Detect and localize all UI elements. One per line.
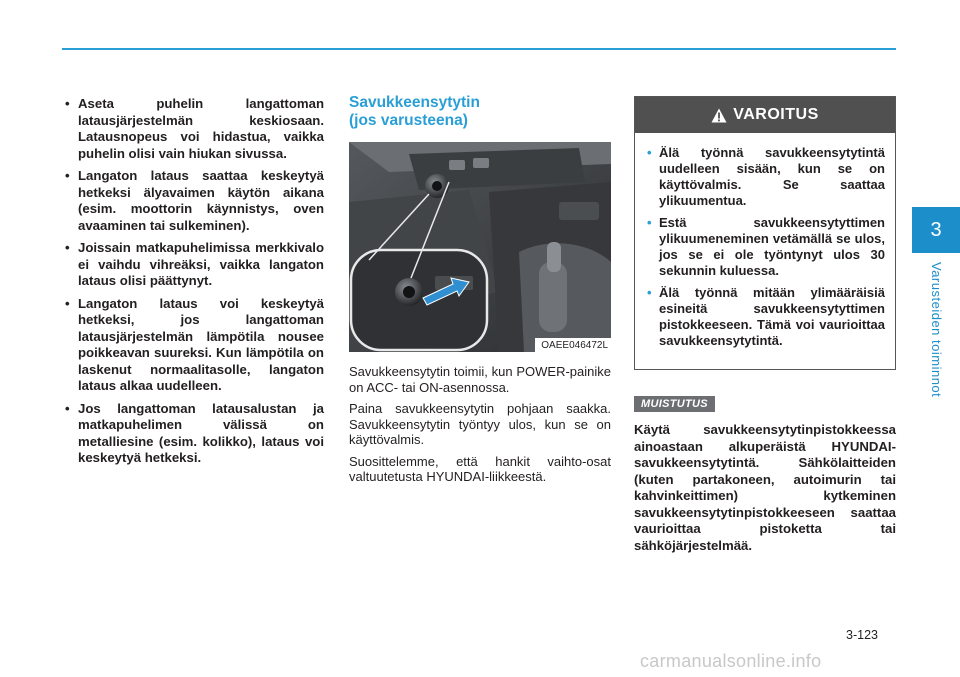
watermark: carmanualsonline.info (640, 651, 822, 671)
paragraph: Savukkeensytytin toimii, kun POWER-painike on ACC- tai ON-asennossa. (349, 364, 611, 395)
note-label: MUISTUTUS (634, 396, 715, 412)
list-item: • Estä savukkeensytyttimen ylikuumeneminen vetämällä se ulos, jos se ei ole työntynyt ulos 30 sekunnin kuluessa. (647, 215, 885, 279)
header-rule (62, 48, 896, 50)
wireless-charging-notes (62, 96, 324, 467)
column-3 (634, 96, 896, 554)
list-item: • Joissain matkapuhelimissa merkkivalo ei vaihdu vihreäksi, vaikka langaton lataus olisi päättynyt. (62, 240, 324, 290)
column-2 (349, 94, 611, 491)
list-item: • Jos langattoman latausalustan ja matkapuhelimen välissä on metalliesine (esim. kolikko), lataus voi keskeytyä hetkeksi. (62, 401, 324, 467)
page-number: 3-123 (846, 628, 878, 642)
chapter-number: 3 (930, 219, 942, 241)
warning-title: VAROITUS (733, 106, 819, 123)
list-item: • Langaton lataus voi keskeytyä hetkeksi, jos langattoman latausjärjestelmän lämpötila nousee poikkeavan suureksi. Kun lämpötila on laskenut normaalitasolle, langaton lataus alkaa uudelleen. (62, 296, 324, 395)
chapter-tab (912, 207, 960, 253)
column-1 (62, 96, 324, 473)
list-item: • Aseta puhelin langattoman latausjärjestelmän keskiosaan. Latausnopeus voi hidastua, vaikka puhelin olisi vain hiukan sivussa. (62, 96, 324, 162)
warning-list (635, 133, 895, 369)
lighter-description (349, 364, 611, 485)
section-title (349, 94, 611, 130)
paragraph: Suosittelemme, että hankit vaihto-osat valtuutetusta HYUNDAI-liikkeestä. (349, 453, 611, 484)
warning-header (635, 97, 895, 133)
section-title-line2: (jos varusteena) (349, 112, 468, 129)
paragraph: Paina savukkeensytytin pohjaan saakka. Savukkeensytytin työntyy ulos, kun se on käyttövalmis. (349, 401, 611, 447)
note-text: Käytä savukkeensytytinpistokkeessa ainoastaan alkuperäistä HYUNDAI-savukkeensytytintä. Sähkölaitteiden (kuten partakoneen, autoimurin tai kahvinkeittimen) kytkeminen savukkeensytytinpistokkeeseen saattaa vaurioittaa pistoketta tai sähköjärjestelmää. (634, 422, 896, 553)
section-title-line1: Savukkeensytytin (349, 94, 480, 111)
figure-code: OAEE046472L (535, 338, 611, 352)
cigarette-lighter-figure (349, 142, 611, 352)
list-item: • Älä työnnä savukkeensytytintä uudelleen sisään, kun se on käyttövalmis. Se saattaa ylikuumentua. (647, 145, 885, 209)
console-illustration (349, 142, 611, 352)
list-item: • Älä työnnä mitään ylimääräisiä esineitä savukkeensytyttimen pistokkeeseen. Tämä voi vaurioittaa savukkeensytytintä. (647, 285, 885, 349)
chapter-title: Varusteiden toiminnot (929, 262, 944, 398)
list-item: • Langaton lataus saattaa keskeytyä hetkeksi älyavaimen käytön aikana (esim. moottorin käynnistys, oven avaaminen tai sulkeminen). (62, 168, 324, 234)
warning-triangle-icon (711, 108, 727, 123)
warning-box (634, 96, 896, 370)
